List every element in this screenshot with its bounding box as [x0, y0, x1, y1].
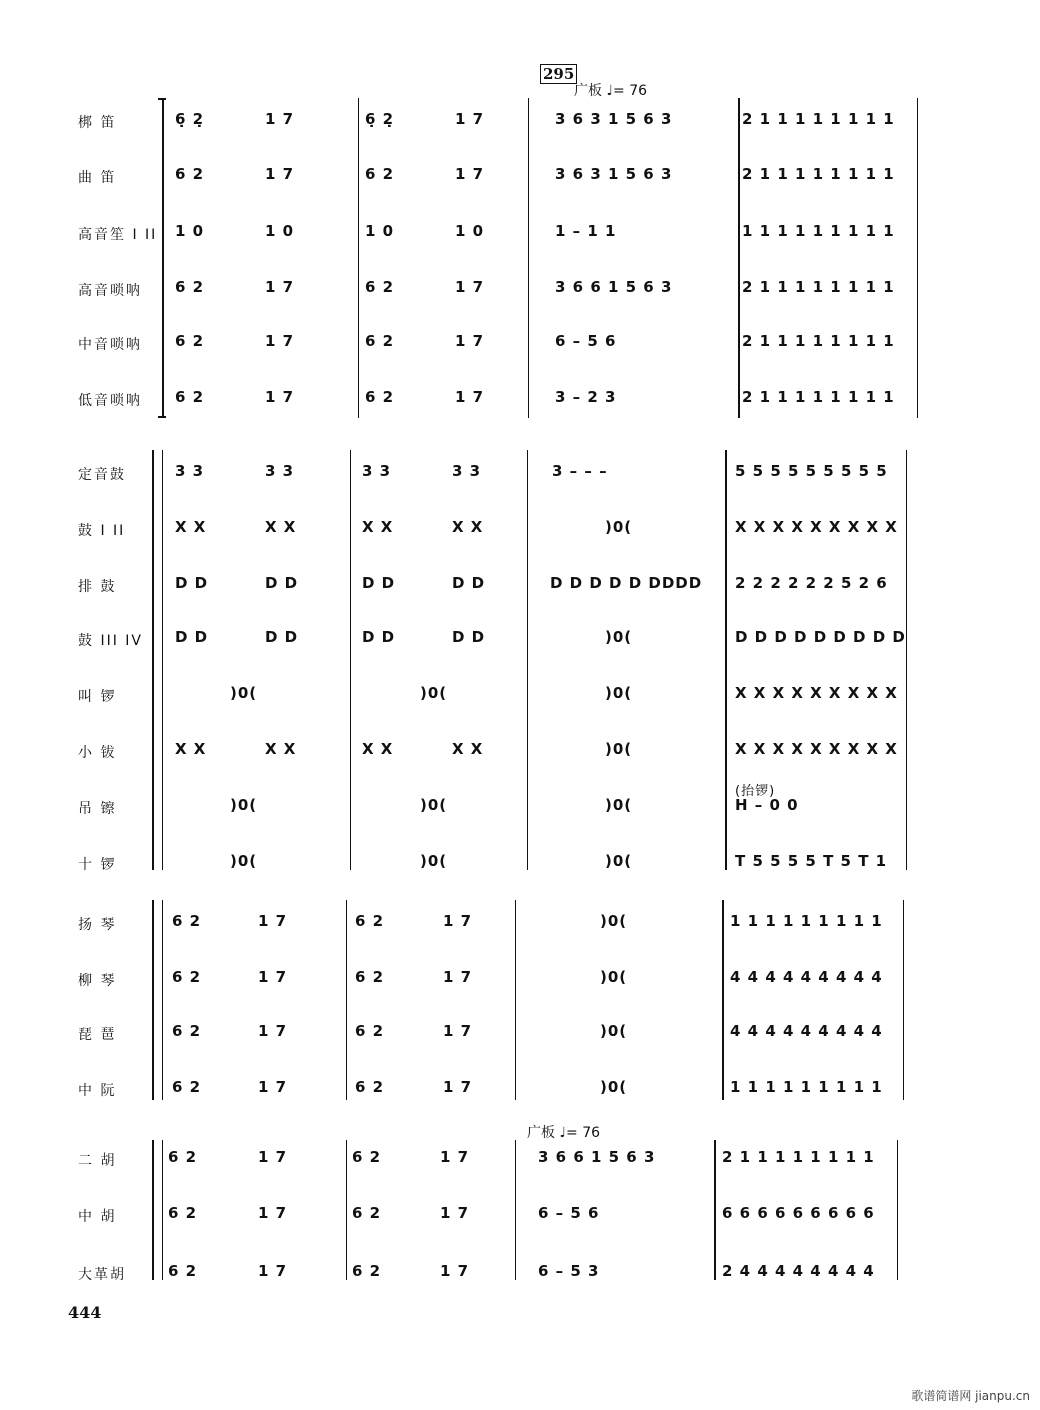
- measure-notes: 1 0: [455, 222, 485, 240]
- cue-note: (抬锣): [735, 784, 776, 799]
- instrument-label: 中 阮: [78, 1083, 117, 1099]
- measure-notes: 6 2: [355, 1022, 385, 1040]
- measure-notes: 6 2: [352, 1262, 382, 1280]
- measure-notes: 6 2: [365, 278, 395, 296]
- instrument-label: 定音鼓: [78, 467, 126, 483]
- measure-notes: X X: [362, 518, 394, 536]
- instrument-label: 高音笙 I II: [78, 227, 158, 243]
- measure-notes: 6 2: [175, 278, 205, 296]
- measure-notes: 1 7: [258, 912, 288, 930]
- measure-notes: 6 – 5 6: [538, 1204, 600, 1222]
- percussion-bracket: [152, 450, 154, 870]
- measure-notes: )0(: [605, 628, 633, 646]
- measure-notes: 1 7: [443, 912, 473, 930]
- measure-notes: X X: [452, 740, 484, 758]
- measure-notes: )0(: [605, 796, 633, 814]
- barline: [725, 450, 727, 870]
- measure-notes: 3 6 6 1 5 6 3: [538, 1148, 656, 1166]
- measure-notes: 6 2: [352, 1204, 382, 1222]
- measure-notes: 1 7: [455, 165, 485, 183]
- measure-notes: )0(: [600, 968, 628, 986]
- barline: [527, 450, 528, 870]
- bowed-bracket: [152, 1140, 154, 1280]
- instrument-label: 扬 琴: [78, 917, 117, 933]
- measure-notes: )0(: [605, 518, 633, 536]
- tempo-marking-top: 广板 ♩= 76: [574, 83, 648, 99]
- barline: [897, 1140, 898, 1280]
- measure-notes: 6 2: [172, 1022, 202, 1040]
- measure-notes: )0(: [605, 852, 633, 870]
- instrument-label: 鼓 III IV: [78, 633, 143, 649]
- measure-notes: 6̣ 2̣: [365, 110, 395, 128]
- measure-notes: 4 4 4 4 4 4 4 4 4: [730, 968, 883, 986]
- instrument-label: 梆 笛: [78, 115, 117, 131]
- measure-notes: 1 7: [265, 110, 295, 128]
- measure-notes: )0(: [230, 684, 258, 702]
- measure-notes: X X X X X X X X X: [735, 518, 898, 536]
- measure-notes: D D: [175, 628, 209, 646]
- measure-notes: 2 4 4 4 4 4 4 4 4: [722, 1262, 875, 1280]
- measure-notes: H – 0 0: [735, 796, 799, 814]
- instrument-label: 大革胡: [78, 1267, 126, 1283]
- page-number: 444: [68, 1303, 102, 1322]
- measure-notes: 1 7: [443, 1078, 473, 1096]
- barline: [515, 1140, 516, 1280]
- measure-notes: X X: [362, 740, 394, 758]
- measure-notes: D D D D D DDDD: [550, 574, 703, 592]
- measure-notes: 4 4 4 4 4 4 4 4 4: [730, 1022, 883, 1040]
- barline: [528, 98, 529, 418]
- measure-notes: X X: [452, 518, 484, 536]
- measure-notes: 6̣ 2̣: [175, 110, 205, 128]
- measure-notes: T 5 5 5 5 T 5 T 1: [735, 852, 888, 870]
- measure-notes: 6 2: [365, 332, 395, 350]
- measure-notes: 6 2: [175, 332, 205, 350]
- measure-notes: )0(: [230, 796, 258, 814]
- measure-notes: 1 7: [258, 1078, 288, 1096]
- measure-notes: 6 2: [355, 1078, 385, 1096]
- barline: [738, 98, 740, 418]
- instrument-label: 低音唢呐: [78, 393, 142, 409]
- measure-notes: D D D D D D D D D: [735, 628, 906, 646]
- instrument-label: 十 锣: [78, 857, 117, 873]
- measure-notes: X X X X X X X X X: [735, 684, 898, 702]
- measure-notes: 1 – 1 1: [555, 222, 617, 240]
- measure-notes: 6 2: [355, 968, 385, 986]
- measure-notes: 1 7: [455, 278, 485, 296]
- measure-notes: 3 6 3 1 5 6 3: [555, 110, 673, 128]
- measure-notes: 5 5 5 5 5 5 5 5 5: [735, 462, 888, 480]
- instrument-label: 柳 琴: [78, 973, 117, 989]
- measure-notes: 1 7: [258, 1148, 288, 1166]
- measure-notes: 1 7: [443, 1022, 473, 1040]
- measure-notes: 1 7: [455, 388, 485, 406]
- instrument-label: 鼓 I II: [78, 523, 126, 539]
- measure-notes: D D: [175, 574, 209, 592]
- barline: [906, 450, 907, 870]
- bracket-cap: [158, 98, 166, 100]
- barline: [350, 450, 351, 870]
- percussion-barline-start: [162, 450, 163, 870]
- tempo-marking-strings: 广板 ♩= 76: [527, 1125, 601, 1141]
- measure-notes: 2 1 1 1 1 1 1 1 1: [742, 165, 895, 183]
- instrument-label: 叫 锣: [78, 689, 117, 705]
- measure-notes: )0(: [420, 852, 448, 870]
- barline: [346, 900, 347, 1100]
- measure-notes: 6 – 5 6: [555, 332, 617, 350]
- rehearsal-mark: 295: [540, 64, 577, 84]
- measure-notes: 1 7: [265, 278, 295, 296]
- woodwind-bracket: [162, 98, 164, 418]
- measure-notes: D D: [265, 628, 299, 646]
- measure-notes: 1 7: [265, 165, 295, 183]
- measure-notes: 6 2: [168, 1148, 198, 1166]
- measure-notes: )0(: [420, 684, 448, 702]
- measure-notes: 6 2: [175, 165, 205, 183]
- measure-notes: 3 6 3 1 5 6 3: [555, 165, 673, 183]
- measure-notes: 2 1 1 1 1 1 1 1 1: [742, 388, 895, 406]
- measure-notes: 1 1 1 1 1 1 1 1 1: [742, 222, 895, 240]
- instrument-label: 二 胡: [78, 1153, 117, 1169]
- measure-notes: 6 6 6 6 6 6 6 6 6: [722, 1204, 875, 1222]
- measure-notes: )0(: [600, 1022, 628, 1040]
- barline: [358, 98, 359, 418]
- measure-notes: 1 7: [443, 968, 473, 986]
- barline: [515, 900, 516, 1100]
- instrument-label: 吊 镲: [78, 801, 117, 817]
- barline: [346, 1140, 347, 1280]
- measure-notes: 6 2: [175, 388, 205, 406]
- measure-notes: 2 1 1 1 1 1 1 1 1: [742, 332, 895, 350]
- measure-notes: 3 – – –: [552, 462, 608, 480]
- measure-notes: 1 7: [440, 1262, 470, 1280]
- watermark: 歌谱简谱网 jianpu.cn: [911, 1389, 1030, 1403]
- measure-notes: 6 2: [168, 1204, 198, 1222]
- measure-notes: 2 1 1 1 1 1 1 1 1: [722, 1148, 875, 1166]
- instrument-label: 中 胡: [78, 1209, 117, 1225]
- measure-notes: 6 2: [172, 912, 202, 930]
- measure-notes: )0(: [600, 1078, 628, 1096]
- measure-notes: 6 2: [365, 388, 395, 406]
- plucked-barline-start: [162, 900, 163, 1100]
- measure-notes: 6 2: [172, 1078, 202, 1096]
- instrument-label: 琵 琶: [78, 1027, 117, 1043]
- measure-notes: 6 2: [355, 912, 385, 930]
- measure-notes: 1 1 1 1 1 1 1 1 1: [730, 912, 883, 930]
- measure-notes: 3 3: [175, 462, 205, 480]
- measure-notes: 1 7: [258, 1204, 288, 1222]
- bowed-barline-start: [162, 1140, 163, 1280]
- measure-notes: 3 – 2 3: [555, 388, 617, 406]
- measure-notes: 2 1 1 1 1 1 1 1 1: [742, 110, 895, 128]
- measure-notes: )0(: [605, 740, 633, 758]
- instrument-label: 排 鼓: [78, 579, 117, 595]
- measure-notes: )0(: [600, 912, 628, 930]
- measure-notes: 1 7: [258, 1262, 288, 1280]
- barline: [714, 1140, 716, 1280]
- measure-notes: D D: [452, 628, 486, 646]
- measure-notes: X X: [265, 518, 297, 536]
- measure-notes: 1 0: [265, 222, 295, 240]
- measure-notes: 3 6 6 1 5 6 3: [555, 278, 673, 296]
- measure-notes: X X: [175, 518, 207, 536]
- measure-notes: 2 1 1 1 1 1 1 1 1: [742, 278, 895, 296]
- measure-notes: 6 2: [172, 968, 202, 986]
- instrument-label: 小 钹: [78, 745, 117, 761]
- bracket-cap: [158, 416, 166, 418]
- measure-notes: X X X X X X X X X: [735, 740, 898, 758]
- measure-notes: D D: [362, 628, 396, 646]
- measure-notes: 1 0: [365, 222, 395, 240]
- measure-notes: 1 7: [265, 388, 295, 406]
- measure-notes: D D: [362, 574, 396, 592]
- measure-notes: )0(: [230, 852, 258, 870]
- instrument-label: 中音唢呐: [78, 337, 142, 353]
- barline: [917, 98, 918, 418]
- measure-notes: 1 7: [265, 332, 295, 350]
- barline: [722, 900, 724, 1100]
- instrument-label: 高音唢呐: [78, 283, 142, 299]
- measure-notes: 1 7: [258, 968, 288, 986]
- measure-notes: 6 – 5 3: [538, 1262, 600, 1280]
- measure-notes: X X: [265, 740, 297, 758]
- measure-notes: 3 3: [452, 462, 482, 480]
- measure-notes: 1 1 1 1 1 1 1 1 1: [730, 1078, 883, 1096]
- measure-notes: 1 7: [455, 110, 485, 128]
- measure-notes: X X: [175, 740, 207, 758]
- measure-notes: 6 2: [168, 1262, 198, 1280]
- measure-notes: 6 2: [365, 165, 395, 183]
- measure-notes: 1 7: [258, 1022, 288, 1040]
- measure-notes: 1 0: [175, 222, 205, 240]
- measure-notes: 1 7: [440, 1204, 470, 1222]
- measure-notes: )0(: [420, 796, 448, 814]
- measure-notes: 1 7: [440, 1148, 470, 1166]
- measure-notes: )0(: [605, 684, 633, 702]
- barline: [903, 900, 904, 1100]
- measure-notes: D D: [452, 574, 486, 592]
- plucked-bracket: [152, 900, 154, 1100]
- measure-notes: 6 2: [352, 1148, 382, 1166]
- instrument-label: 曲 笛: [78, 170, 117, 186]
- measure-notes: 3 3: [362, 462, 392, 480]
- measure-notes: 3 3: [265, 462, 295, 480]
- measure-notes: 1 7: [455, 332, 485, 350]
- measure-notes: D D: [265, 574, 299, 592]
- measure-notes: 2 2 2 2 2 2 5 2 6: [735, 574, 888, 592]
